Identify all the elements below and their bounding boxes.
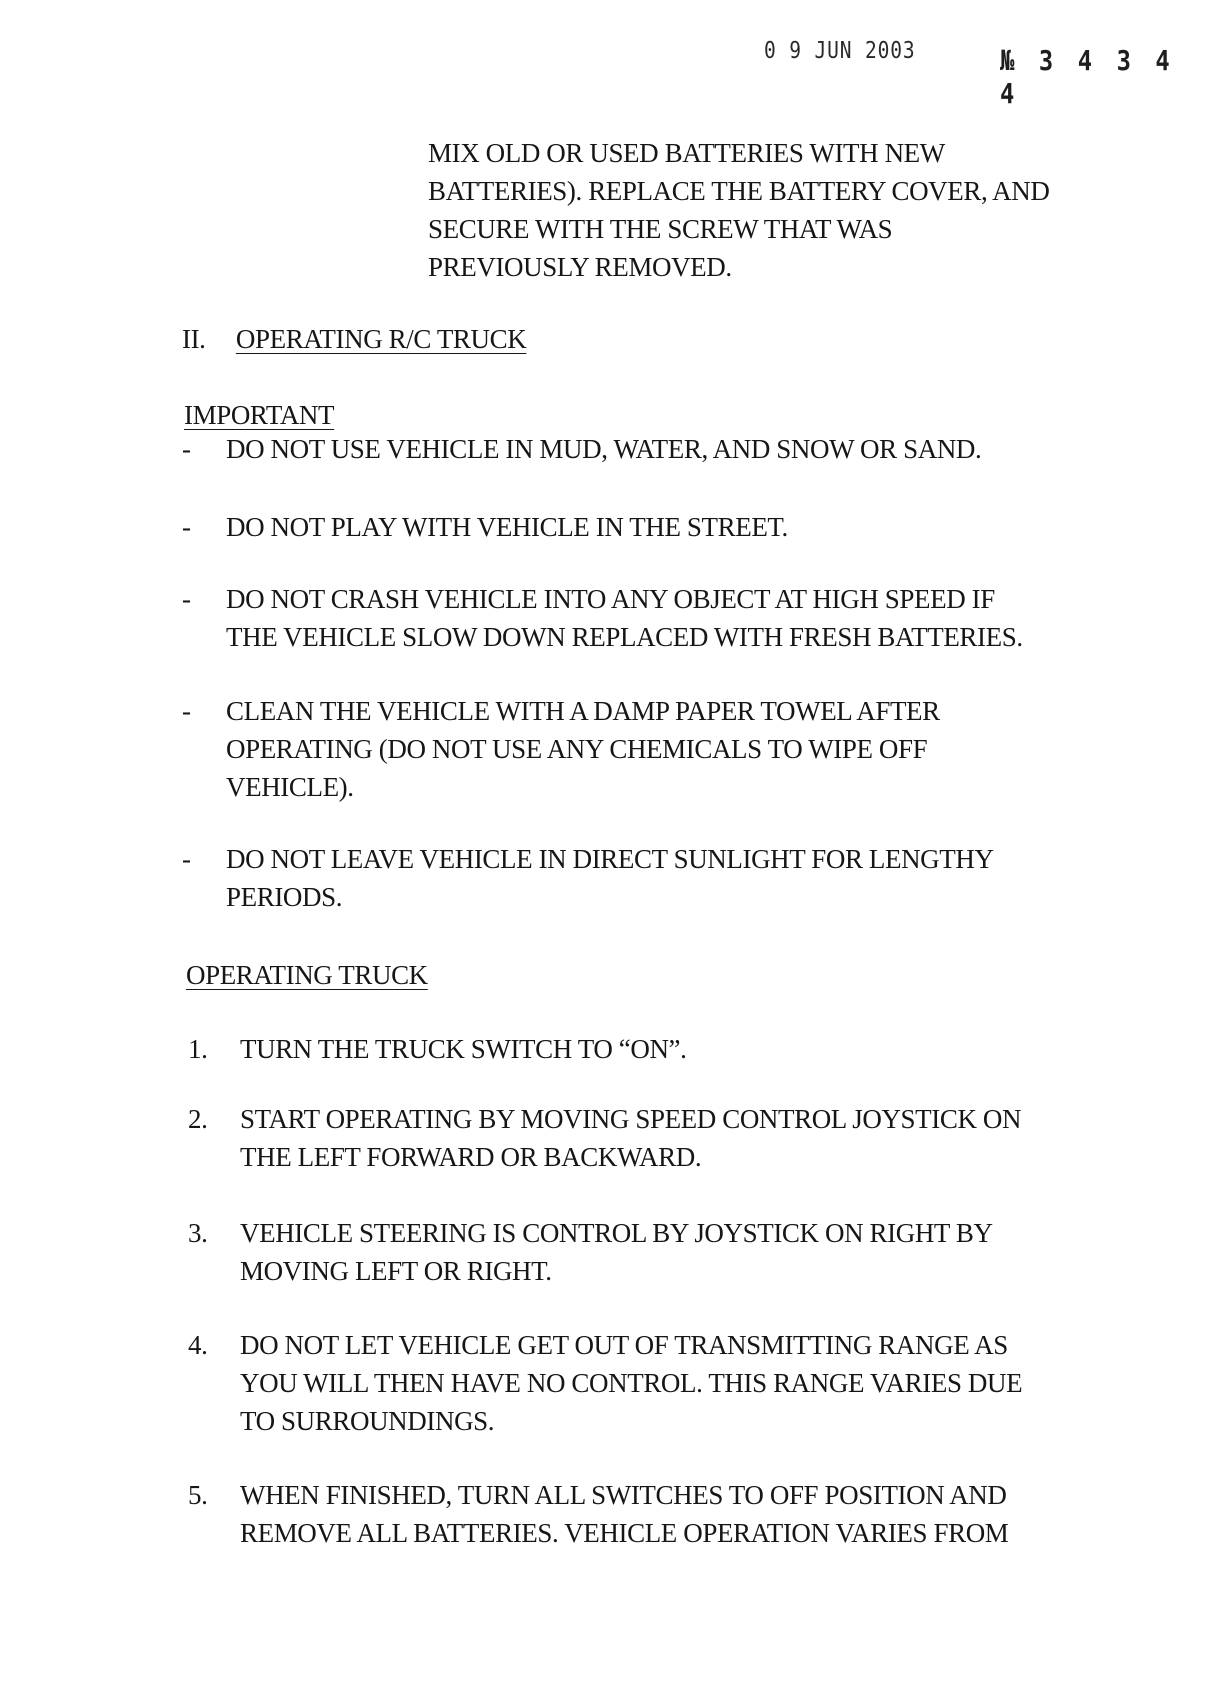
text-line: TO SURROUNDINGS. xyxy=(240,1406,495,1436)
text-line: MOVING LEFT OR RIGHT. xyxy=(240,1256,552,1286)
text-line: START OPERATING BY MOVING SPEED CONTROL JOYSTICK ON xyxy=(240,1104,1022,1134)
text-line: DO NOT LEAVE VEHICLE IN DIRECT SUNLIGHT FOR LENGTHY xyxy=(226,844,994,874)
text-line: SECURE WITH THE SCREW THAT WAS xyxy=(428,214,893,244)
text-line: REMOVE ALL BATTERIES. VEHICLE OPERATION VARIES FROM xyxy=(240,1518,1009,1548)
important-item xyxy=(182,430,1142,468)
text-line: PREVIOUSLY REMOVED. xyxy=(428,252,732,282)
operating-step xyxy=(188,1476,1148,1552)
operating-step xyxy=(188,1326,1148,1440)
section-title: OPERATING R/C TRUCK xyxy=(235,324,527,354)
text-line: THE LEFT FORWARD OR BACKWARD. xyxy=(240,1142,702,1172)
bullet-dash: - xyxy=(182,434,191,464)
step-number: 1. xyxy=(188,1034,208,1064)
text-line: VEHICLE). xyxy=(226,772,354,802)
important-item xyxy=(182,692,1142,806)
text-line: MIX OLD OR USED BATTERIES WITH NEW xyxy=(428,138,945,168)
text-line: OPERATING (DO NOT USE ANY CHEMICALS TO WIPE OFF xyxy=(226,734,928,764)
step-number: 5. xyxy=(188,1480,208,1510)
operating-step xyxy=(188,1030,1148,1068)
important-item xyxy=(182,580,1142,656)
text-line: DO NOT PLAY WITH VEHICLE IN THE STREET. xyxy=(226,512,788,542)
bullet-dash: - xyxy=(182,696,191,726)
document-number-stamp: № 3 4 3 4 4 xyxy=(1000,44,1175,110)
step-number: 2. xyxy=(188,1104,208,1134)
important-heading: IMPORTANT xyxy=(184,400,335,430)
text-line: VEHICLE STEERING IS CONTROL BY JOYSTICK ON RIGHT BY xyxy=(240,1218,993,1248)
text-line: PERIODS. xyxy=(226,882,343,912)
operating-heading: OPERATING TRUCK xyxy=(186,960,428,990)
text-line: TURN THE TRUCK SWITCH TO “ON”. xyxy=(240,1034,687,1064)
text-line: DO NOT LET VEHICLE GET OUT OF TRANSMITTING RANGE AS xyxy=(240,1330,1008,1360)
bullet-dash: - xyxy=(182,584,191,614)
section-heading xyxy=(182,320,526,358)
date-stamp: 0 9 JUN 2003 xyxy=(764,38,916,64)
operating-step xyxy=(188,1100,1148,1176)
text-line: WHEN FINISHED, TURN ALL SWITCHES TO OFF POSITION AND xyxy=(240,1480,1007,1510)
text-line: YOU WILL THEN HAVE NO CONTROL. THIS RANGE VARIES DUE xyxy=(240,1368,1023,1398)
step-number: 4. xyxy=(188,1330,208,1360)
step-number: 3. xyxy=(188,1218,208,1248)
text-line: DO NOT CRASH VEHICLE INTO ANY OBJECT AT HIGH SPEED IF xyxy=(226,584,995,614)
text-line: THE VEHICLE SLOW DOWN REPLACED WITH FRESH BATTERIES. xyxy=(226,622,1023,652)
text-line: BATTERIES). REPLACE THE BATTERY COVER, AND xyxy=(428,176,1050,206)
continuation-paragraph xyxy=(428,134,1148,286)
text-line: CLEAN THE VEHICLE WITH A DAMP PAPER TOWEL AFTER xyxy=(226,696,940,726)
text-line: DO NOT USE VEHICLE IN MUD, WATER, AND SNOW OR SAND. xyxy=(226,434,982,464)
important-item xyxy=(182,840,1142,916)
bullet-dash: - xyxy=(182,844,191,874)
important-item xyxy=(182,508,1142,546)
section-numeral: II. xyxy=(182,324,206,354)
bullet-dash: - xyxy=(182,512,191,542)
operating-step xyxy=(188,1214,1148,1290)
